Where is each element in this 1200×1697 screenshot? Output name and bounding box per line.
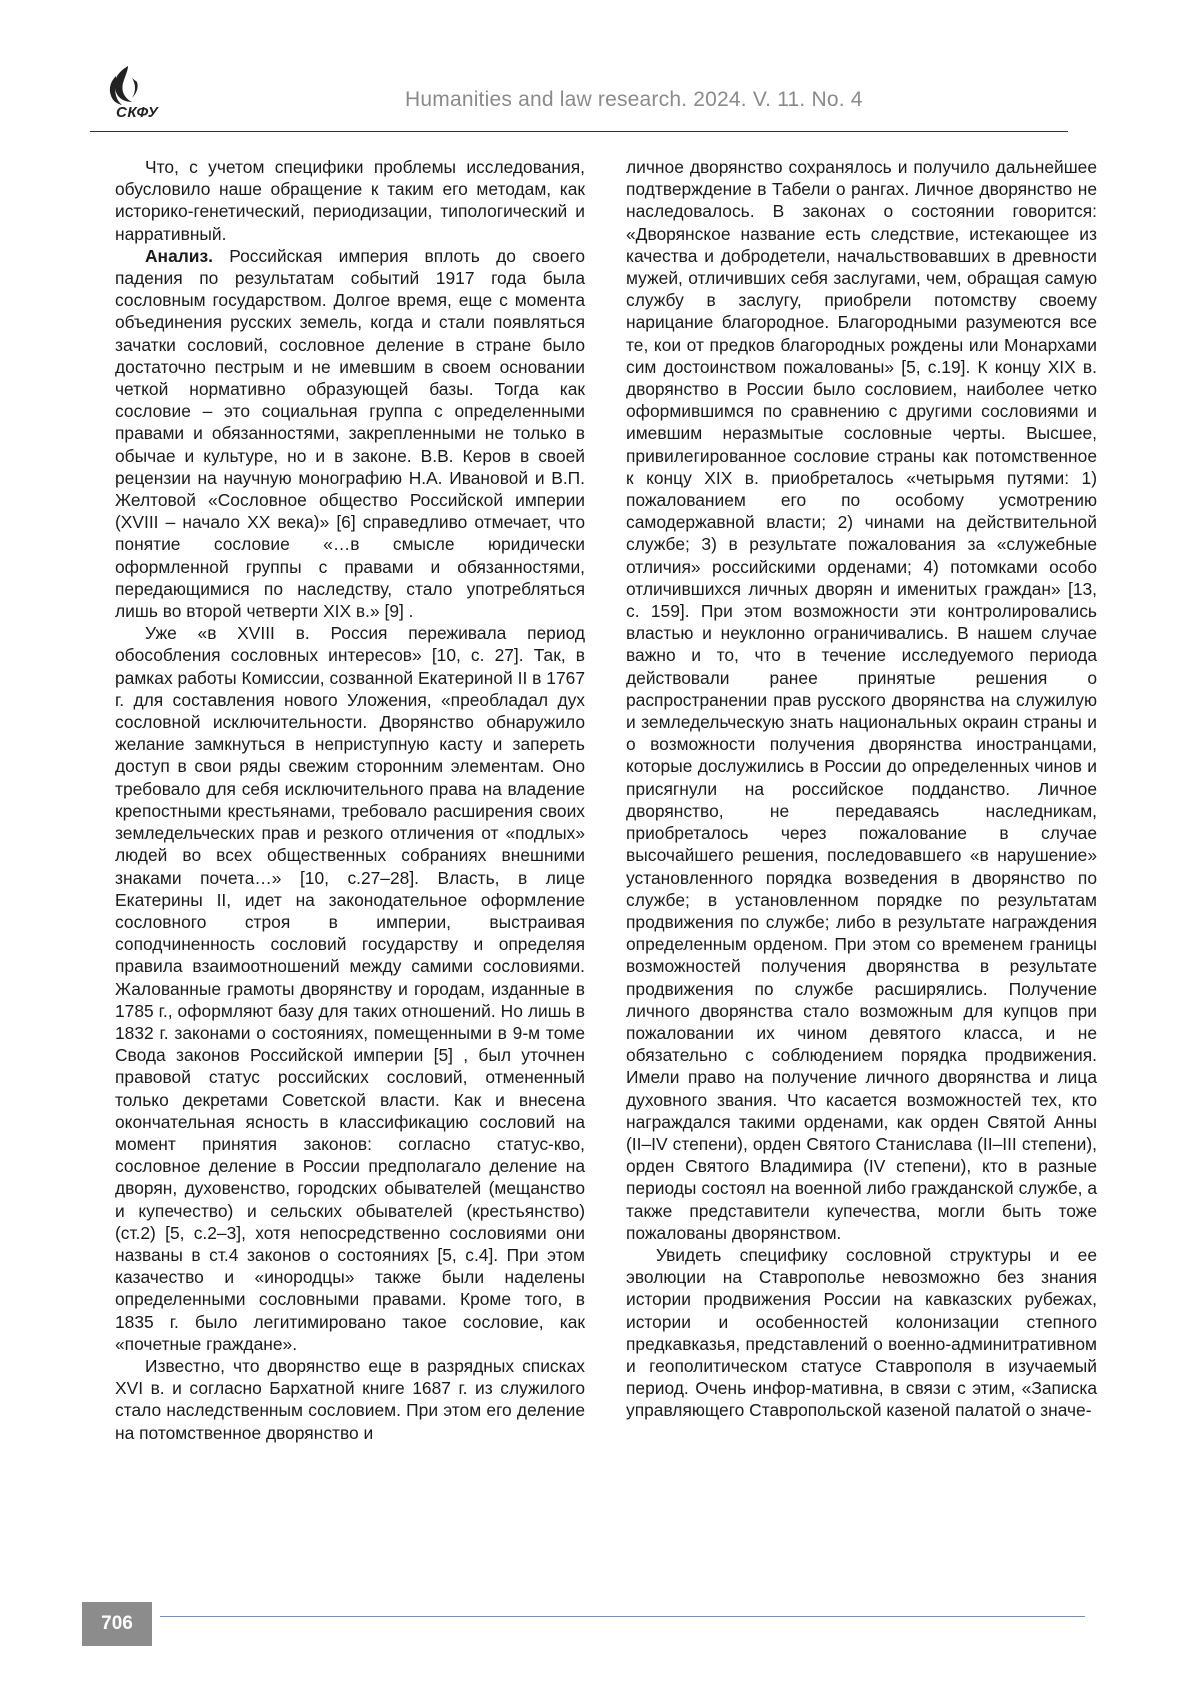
analysis-heading: Анализ. — [145, 245, 213, 266]
paragraph-analysis — [115, 245, 585, 622]
page-number: 706 — [82, 1602, 152, 1646]
footer-divider — [160, 1616, 1085, 1617]
paragraph: Что, с учетом специфики проблемы исследования, обусловило наше обращение к таким его методам, как историко-генетический, периодизации, типологический и нарративный. — [115, 157, 585, 244]
right-column — [626, 156, 1097, 1422]
paragraph: Увидеть специфику сословной структуры и ее эволюции на Ставрополье невозможно без знания истории продвижения России на кавказских рубежах, истории и особенностей колонизации степного предкавказья, представлений о военно-админитративном и геополитическом статусе Ставрополя в изучаемый период. Очень инфор-мативна, в связи с этим, «Записка управляющего Ставропольской казеной палатой о значе- — [626, 1244, 1097, 1421]
paragraph-continued: личное дворянство сохранялось и получило дальнейшее подтверждение в Табели о рангах. Личное дворянство не наследовалось. В законах о состоянии говорится: «Дворянское название есть следствие, истекающее из качества и добродетели, начальствовавших в древности мужей, отличивших себя заслугами, чем, обращая самую службу в заслугу, приобрели потомству своему нарицание благородное. Благородными разумеются все те, кои от предков благородных рождены или Монархами сим достоинством пожалованы» [5, с.19]. К концу XIX в. дворянство в России было сословием, наиболее четко оформившимся по сравнению с другими сословиями и имевшим неразмытые сословные черты. Высшее, привилегированное сословие страны как потомственное к концу XIX в. приобреталось «четырьмя путями: 1) пожалованием его по особому усмотрению самодержавной власти; 2) чинами на действительной службе; 3) в результате пожалования за «служебные отличия» российскими орденами; 4) потомками особо отличившихся личных дворян и именитых граждан» [13, с. 159]. При этом возможности эти контролировались властью и неуклонно ограничивались. В нашем случае важно и то, что в течение исследуемого периода действовали ранее принятые решения о распространении прав русского дворянства на служилую и земледельческую знать национальных окраин страны и о возможности получения дворянства иностранцами, которые дослужились в России до определенных чинов и присягнули на российское подданство. Личное дворянство, не передаваясь наследникам, приобреталось через пожалование в случае высочайшего решения, последовавшего «в нарушение» установленного порядка возведения в дворянство по службе; в установленном порядке по результатам продвижения по службе; либо в результате награждения определенным орденом. При этом со временем границы возможностей получения дворянства в результате продвижения по службе расширялись. Получение личного дворянства стало возможным для купцов при пожаловании их чином девятого класса, и не обязательно с соблюдением порядка продвижения. Имели право на получение личного дворянства и лица духовного звания. Что касается возможностей тех, кто награждался такими орденами, как орден Святой Анны (II–IV степени), орден Святого Станислава (II–III степени), орден Святого Владимира (IV степени), кто в разные периоды состоял на военной либо гражданской службе, а также представители купечества, могли быть тоже пожалованы дворянством. — [626, 157, 1097, 1243]
university-logo — [98, 64, 188, 124]
page-header — [0, 0, 1200, 150]
paragraph: Уже «в XVIII в. Россия переживала период обособления сословных интересов» [10, с. 27]. Так, в рамках работы Комиссии, созванной Екатериной II в 1767 г. для составления нового Уложения, «преобладал дух сословной исключительности. Дворянство обнаружило желание замкнуться в неприступную касту и запереть доступ в свои ряды свежим сторонним элементам. Оно требовало для себя исключительного права на владение крепостными крестьянами, требовало расширения своих земледельческих прав и резкого отличения от «подлых» людей во всех общественных собраниях внешними знаками почета…» [10, с.27–28]. Власть, в лице Екатерины II, идет на законодательное оформление сословного строя в империи, выстраивая соподчиненность сословий государству и определяя правила взаимоотношений между самими сословиями. Жалованные грамоты дворянству и городам, изданные в 1785 г., оформляют базу для таких отношений. Но лишь в 1832 г. законами о состояниях, помещенными в 9-м томе Свода законов Российской империи [5] , был уточнен правовой статус российских сословий, отмененный только декретами Советской власти. Как и внесена окончательная ясность в классификацию сословий на момент принятия законов: согласно статус-кво, сословное деление в России предполагало деление на дворян, духовенство, городских обывателей (мещанство и купечество) и сельских обывателей (крестьянство) (ст.2) [5, с.2–3], хотя непосредственно сословиями они названы в ст.4 законов о состояниях [5, с.4]. При этом казачество и «инородцы» также были наделены определенными сословными правами. Кроме того, в 1835 г. было легитимировано такое сословие, как «почетные граждане». — [115, 623, 585, 1354]
header-divider — [90, 131, 1068, 132]
paragraph-text: Российская империя вплоть до своего падения по результатам событий 1917 года была сословным государством. Долгое время, еще с момента объединения русских земель, когда и стали появляться зачатки сословий, сословное деление в стране было достаточно пестрым и не имевшим в своем основании четкой нормативно образующей базы. Тогда как сословие – это социальная группа с определенными правами и обязанностями, закрепленными не только в обычае и культуре, но и в законе. В.В. Керов в своей рецензии на научную монографию Н.А. Ивановой и В.П. Желтовой «Сословное общество Российской империи (XVIII – начало XX века)» [6] справедливо отмечает, что понятие сословие «…в смысле юридически оформленной группы с правами и обязанностями, передающимися по наследству, стало употребляться лишь во второй четверти XIX в.» [9] . — [115, 245, 585, 622]
journal-title: Humanities and law research. 2024. V. 11. No. 4 — [405, 88, 863, 111]
flame-logo-icon — [102, 64, 146, 108]
logo-text: СКФУ — [116, 104, 159, 121]
left-column — [115, 156, 585, 1444]
paragraph: Известно, что дворянство еще в разрядных списках XVI в. и согласно Бархатной книге 1687 г. из служилого стало наследственным сословием. При этом его деление на потомственное дворянство и — [115, 1355, 585, 1443]
